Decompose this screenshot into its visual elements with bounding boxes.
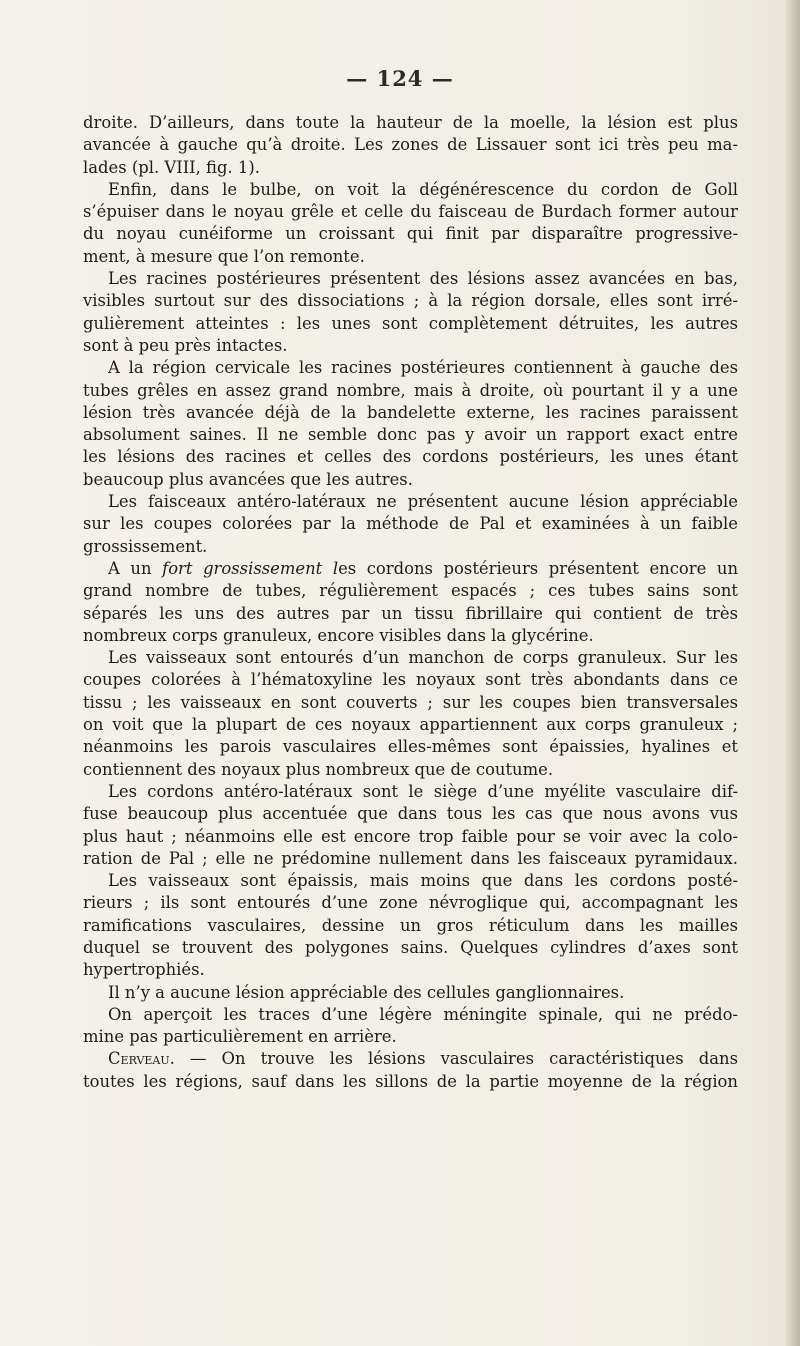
text-line: gulièrement atteintes : les unes sont complètement détruites, les autres xyxy=(83,313,738,333)
text-line: A la région cervicale les racines postérieures contiennent à gauche des xyxy=(108,358,738,378)
text-line: beaucoup plus avancées que les autres. xyxy=(83,469,413,489)
text-line: lades (pl. VIII, fig. 1). xyxy=(83,157,260,177)
text-line: sur les coupes colorées par la méthode de Pal et examinées à un faible xyxy=(83,514,738,534)
text-line: du noyau cunéiforme un croissant qui finit par disparaître progressive- xyxy=(83,224,738,244)
text-line: on voit que la plupart de ces noyaux appartiennent aux corps granuleux ; xyxy=(83,715,738,735)
text-line: les lésions des racines et celles des cordons postérieurs, les unes étant xyxy=(83,447,738,467)
text-line: fuse beaucoup plus accentuée que dans tous les cas que nous avons vus xyxy=(83,804,738,824)
text-line: Les vaisseaux sont épaissis, mais moins que dans les cordons posté- xyxy=(108,871,738,891)
text-line: séparés les uns des autres par un tissu fibrillaire qui contient de très xyxy=(83,603,738,623)
text-line: Les vaisseaux sont entourés d’un manchon de corps granuleux. Sur les xyxy=(108,648,738,668)
text-line: coupes colorées à l’hématoxyline les noyaux sont très abondants dans ce xyxy=(83,670,738,690)
text-line: contiennent des noyaux plus nombreux que de coutume. xyxy=(83,759,554,779)
text-line: sont à peu près intactes. xyxy=(83,335,288,355)
text-line: Les faisceaux antéro-latéraux ne présentent aucune lésion appréciable xyxy=(108,492,738,512)
page-number: — 124 — xyxy=(346,66,454,91)
text-line: tissu ; les vaisseaux en sont couverts ; sur les coupes bien transversales xyxy=(83,692,738,712)
text-line: ration de Pal ; elle ne prédomine nullement dans les faisceaux pyramidaux. xyxy=(83,848,738,868)
body-text xyxy=(83,112,738,1093)
text-line: droite. D’ailleurs, dans toute la hauteur de la moelle, la lésion est plus xyxy=(83,113,738,132)
text-line: rieurs ; ils sont entourés d’une zone névroglique qui, accompagnant les xyxy=(83,893,738,913)
text-line: hypertrophiés. xyxy=(83,960,205,980)
text-line: absolument saines. Il ne semble donc pas y avoir un rapport exact entre xyxy=(83,425,738,445)
text-line: On aperçoit les traces d’une légère méningite spinale, qui ne prédo- xyxy=(108,1004,738,1024)
text-line: lésion très avancée déjà de la bandelette externe, les racines paraissent xyxy=(83,402,738,422)
text-line: ramifications vasculaires, dessine un gros réticulum dans les mailles xyxy=(83,915,738,935)
text-line: grossissement. xyxy=(83,536,208,556)
text-line: tubes grêles en assez grand nombre, mais à droite, où pourtant il y a une xyxy=(83,380,738,400)
text-line: A un fort grossissement les cordons postérieurs présentent encore un xyxy=(108,558,739,578)
text-line: s’épuiser dans le noyau grêle et celle du faisceau de Burdach former autour xyxy=(83,202,738,222)
page-edge xyxy=(786,0,800,1346)
text-line: Les racines postérieures présentent des lésions assez avancées en bas, xyxy=(108,269,738,289)
text-line: Les cordons antéro-latéraux sont le siège d’une myélite vasculaire dif- xyxy=(108,781,738,801)
text-line: néanmoins les parois vasculaires elles-mêmes sont épaissies, hyalines et xyxy=(83,737,738,757)
text-line: plus haut ; néanmoins elle est encore trop faible pour se voir avec la colo- xyxy=(83,826,738,846)
text-line: nombreux corps granuleux, encore visibles dans la glycérine. xyxy=(83,625,594,645)
text-line: ment, à mesure que l’on remonte. xyxy=(83,246,365,266)
text-line: mine pas particulièrement en arrière. xyxy=(83,1027,397,1047)
text-line: avancée à gauche qu’à droite. Les zones de Lissauer sont ici très peu ma- xyxy=(83,135,738,155)
text-line: grand nombre de tubes, régulièrement espacés ; ces tubes sains sont xyxy=(83,581,738,601)
text-line: Cerveau. — On trouve les lésions vasculaires caractéristiques dans xyxy=(108,1049,738,1069)
text-line: duquel se trouvent des polygones sains. Quelques cylindres d’axes sont xyxy=(83,937,738,957)
text-line: Il n’y a aucune lésion appréciable des cellules ganglionnaires. xyxy=(108,982,625,1002)
text-line: toutes les régions, sauf dans les sillons de la partie moyenne de la région xyxy=(83,1071,738,1091)
text-line: Enfin, dans le bulbe, on voit la dégénérescence du cordon de Goll xyxy=(108,179,738,199)
text-line: visibles surtout sur des dissociations ; à la région dorsale, elles sont irré- xyxy=(83,291,738,311)
